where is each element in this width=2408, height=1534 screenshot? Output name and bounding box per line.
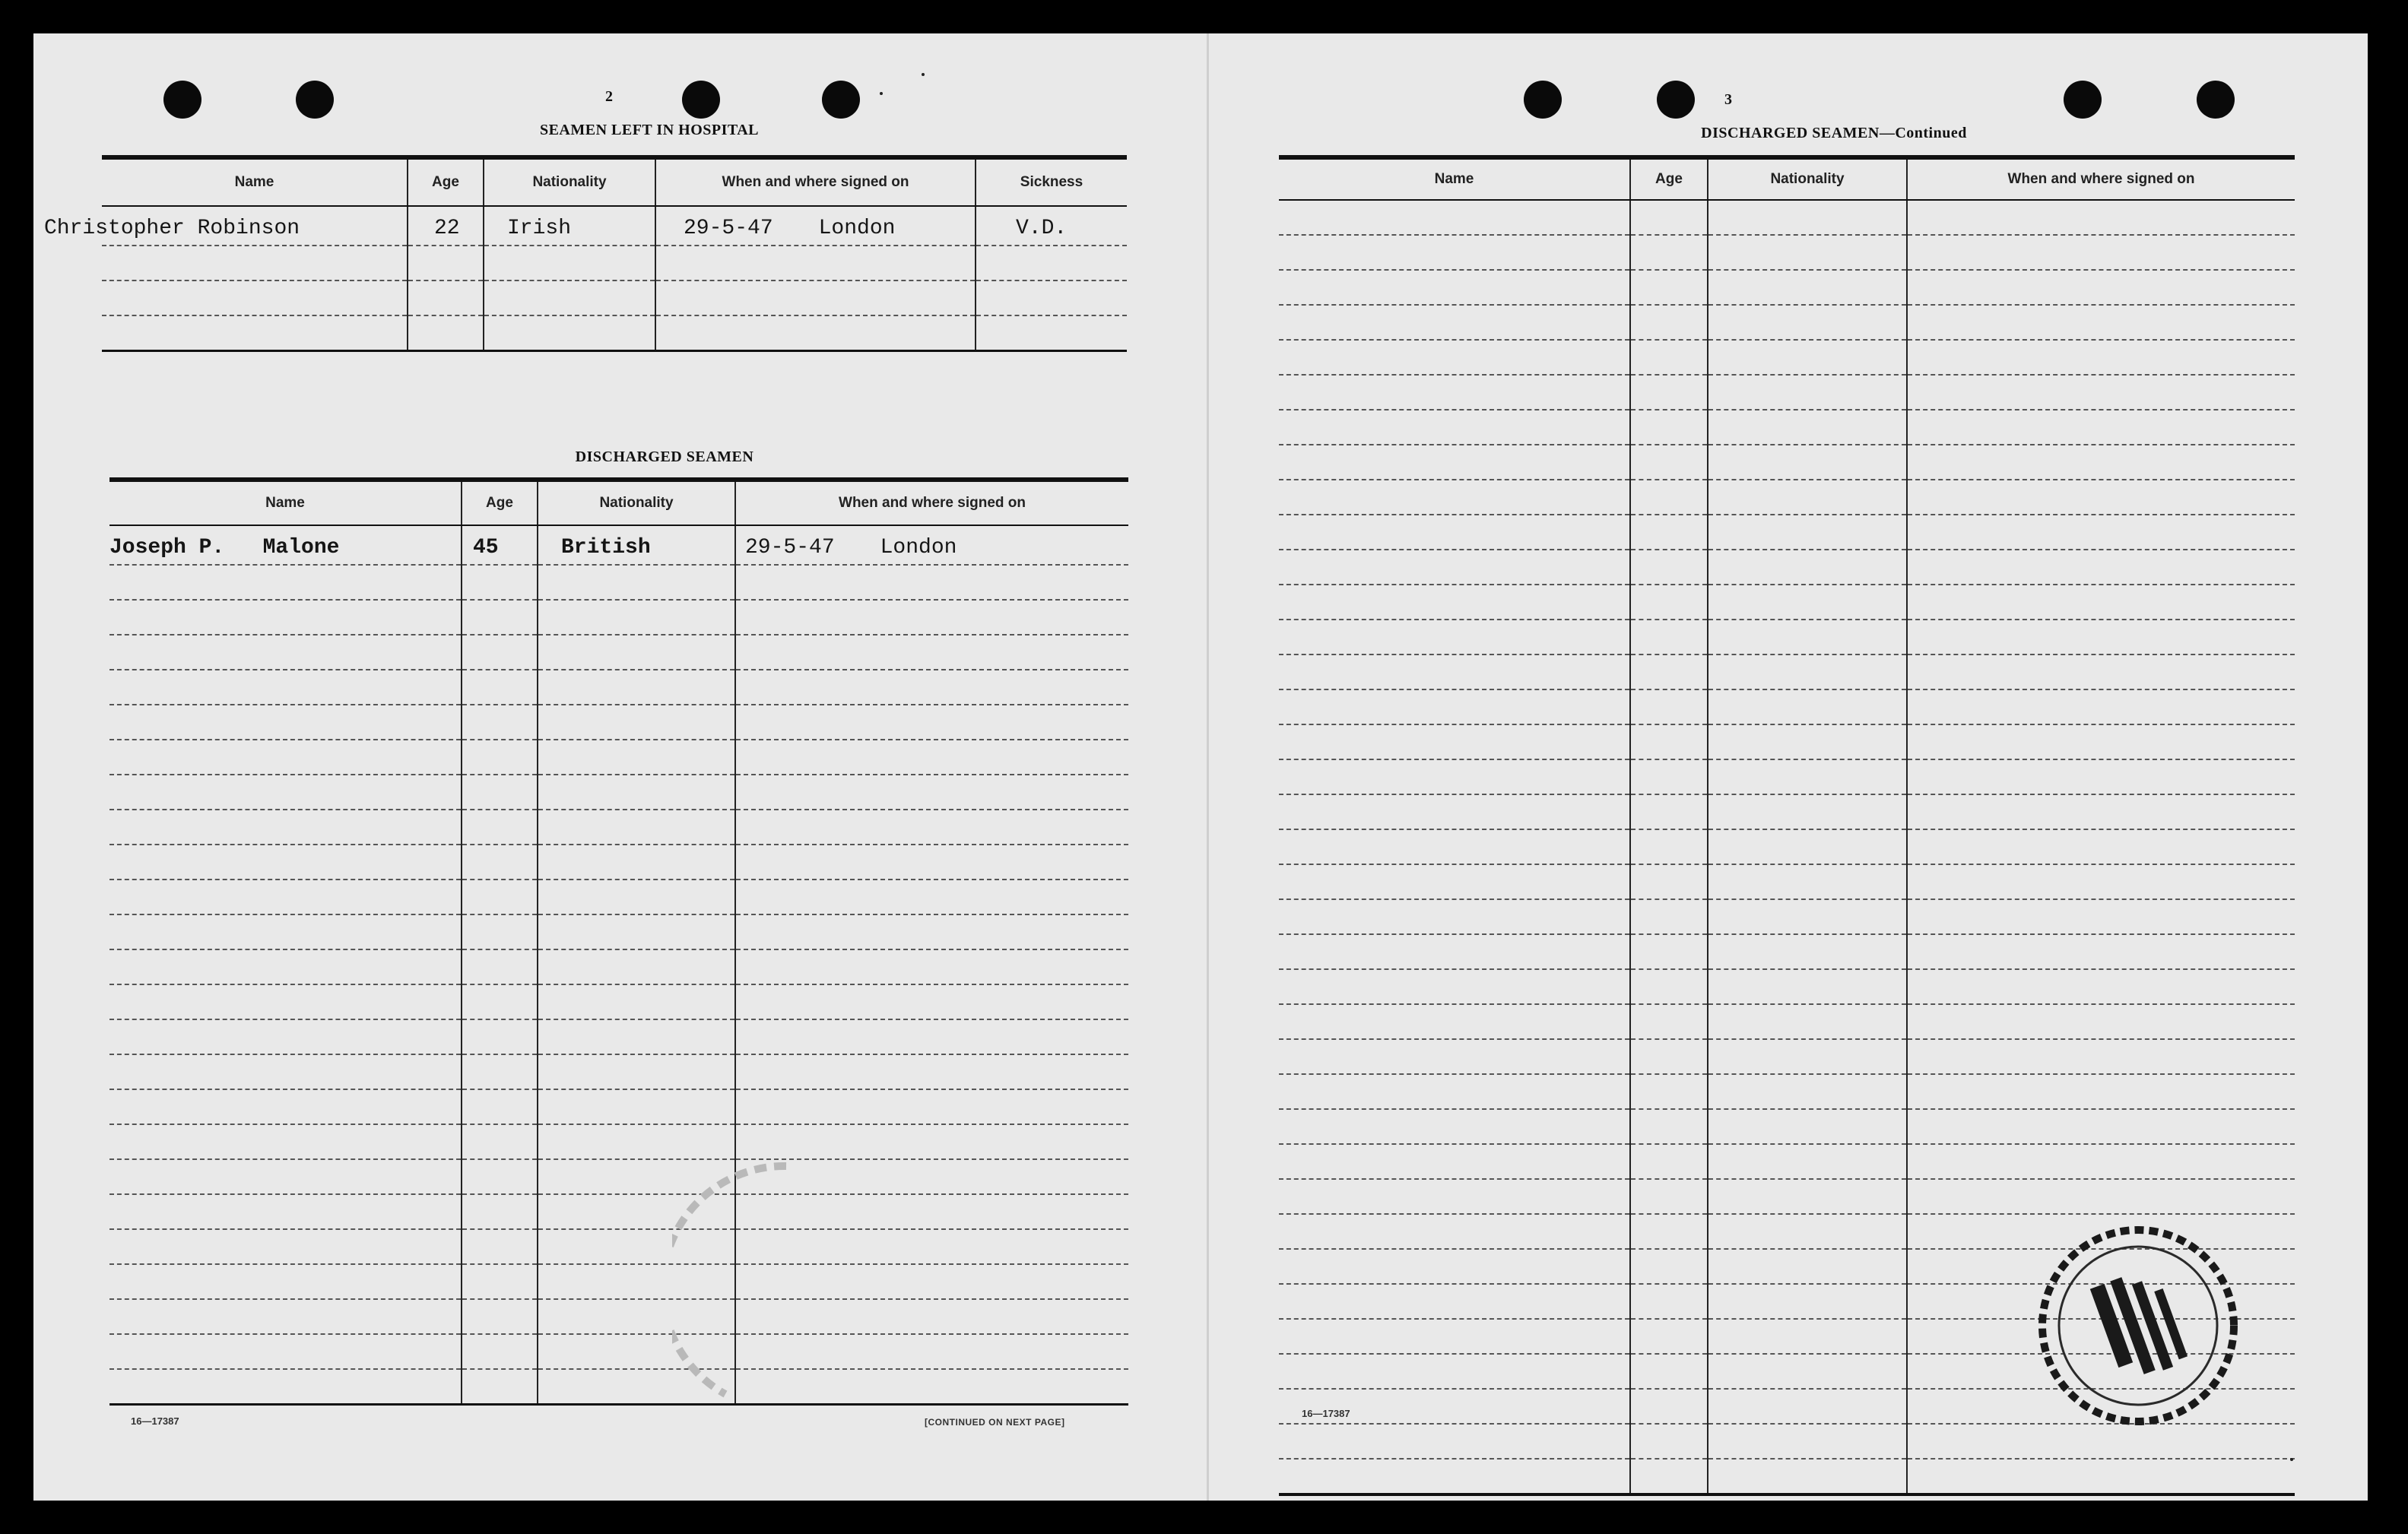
table-row: [109, 670, 1128, 705]
table-row: [1279, 654, 2295, 689]
table-row: [109, 1369, 1128, 1405]
column-header-age: Age: [462, 480, 538, 525]
page-number: 2: [605, 88, 613, 105]
table-row: [1279, 340, 2295, 375]
column-header-name: Name: [109, 480, 462, 525]
patient-age: 22: [434, 217, 460, 240]
column-header-sickness: Sickness: [976, 157, 1127, 206]
discharged-nationality: British: [561, 536, 651, 559]
table-row: [1279, 1459, 2295, 1494]
table-row: [1279, 620, 2295, 654]
table-row: [109, 525, 1128, 565]
table-row: [109, 565, 1128, 600]
table-row: [1279, 794, 2295, 829]
official-stamp: [2024, 1212, 2252, 1440]
table-row: [102, 315, 1127, 351]
signed-on-place: London: [818, 217, 896, 240]
speck: [922, 73, 925, 76]
table-row: [1279, 235, 2295, 270]
table-row: [102, 206, 1127, 246]
table-row: [109, 600, 1128, 635]
sickness: V.D.: [1016, 217, 1068, 240]
form-code: 16—17387: [1302, 1408, 1350, 1419]
discharged-name: Joseph P. Malone: [109, 536, 340, 559]
table-row: [1279, 864, 2295, 899]
table-row: [1279, 585, 2295, 620]
punch-hole: [822, 81, 860, 119]
table-row: [109, 1124, 1128, 1159]
table-row: [109, 775, 1128, 810]
table-row: [109, 1089, 1128, 1124]
title-suffix: —Continued: [1879, 125, 1967, 141]
column-header-nationality: Nationality: [484, 157, 655, 206]
column-header-name: Name: [102, 157, 408, 206]
column-header-age: Age: [408, 157, 484, 206]
table-row: [1279, 515, 2295, 550]
table-row: [1279, 969, 2295, 1004]
discharged-signed-on-place: London: [880, 536, 957, 559]
table-row: [109, 914, 1128, 949]
column-header-signed-on: When and where signed on: [735, 480, 1128, 525]
table-row: [1279, 1004, 2295, 1039]
table-row: [1279, 1109, 2295, 1144]
table-row: [109, 1299, 1128, 1334]
continued-note: [CONTINUED ON NEXT PAGE]: [925, 1417, 1065, 1428]
table-row: [109, 1019, 1128, 1054]
table-row: [1279, 480, 2295, 515]
punch-hole: [2197, 81, 2235, 119]
table-row: [109, 1194, 1128, 1229]
table-row: [109, 1264, 1128, 1299]
column-header-signed-on: When and where signed on: [1907, 157, 2295, 200]
table-row: [109, 740, 1128, 775]
table-row: [1279, 1074, 2295, 1109]
discharged-continued-title: [1629, 125, 2039, 142]
table-row: [109, 705, 1128, 740]
table-row: [1279, 270, 2295, 305]
table-row: [109, 949, 1128, 984]
table-row: [1279, 759, 2295, 794]
page-number: 3: [1724, 91, 1732, 108]
table-row: [102, 246, 1127, 280]
table-row: [1279, 899, 2295, 934]
column-header-nationality: Nationality: [538, 480, 735, 525]
table-row: [1279, 1179, 2295, 1214]
form-code: 16—17387: [131, 1415, 179, 1427]
document-spread: [33, 33, 2368, 1501]
discharged-section-title: DISCHARGED SEAMEN: [575, 448, 754, 465]
table-row: [1279, 375, 2295, 410]
punch-hole: [163, 81, 201, 119]
speck: [880, 92, 883, 95]
table-row: [109, 810, 1128, 845]
punch-hole: [1657, 81, 1695, 119]
table-row: [109, 1054, 1128, 1089]
discharged-age: 45: [473, 536, 499, 559]
signed-on-date: 29-5-47: [684, 217, 773, 240]
faded-stamp: [672, 1151, 900, 1425]
table-row: [109, 880, 1128, 914]
speck: [2290, 1458, 2293, 1461]
hospital-table: [44, 155, 1127, 352]
table-row: [109, 1229, 1128, 1264]
column-header-nationality: Nationality: [1708, 157, 1907, 200]
table-row: [1279, 445, 2295, 480]
right-page: [1210, 33, 2368, 1501]
patient-nationality: Irish: [507, 217, 572, 240]
table-row: [109, 635, 1128, 670]
table-row: [1279, 305, 2295, 340]
table-row: [1279, 829, 2295, 864]
table-row: [109, 1334, 1128, 1369]
column-header-name: Name: [1279, 157, 1630, 200]
table-row: [109, 984, 1128, 1019]
table-row: [1279, 934, 2295, 969]
title-main: DISCHARGED SEAMEN: [1701, 125, 1880, 141]
discharged-table: [109, 477, 1128, 1406]
column-header-signed-on: When and where signed on: [655, 157, 976, 206]
table-row: [1279, 1039, 2295, 1074]
table-row: [1279, 724, 2295, 759]
punch-hole: [2064, 81, 2102, 119]
left-page: [33, 33, 1208, 1501]
table-row: [109, 845, 1128, 880]
table-row: [1279, 689, 2295, 724]
punch-hole: [682, 81, 720, 119]
table-row: [1279, 1144, 2295, 1179]
punch-hole: [1524, 81, 1562, 119]
patient-name: Christopher Robinson: [44, 217, 300, 240]
table-row: [102, 280, 1127, 315]
table-row: [1279, 200, 2295, 235]
punch-hole: [296, 81, 334, 119]
hospital-section-title: SEAMEN LEFT IN HOSPITAL: [539, 122, 760, 138]
table-row: [109, 1159, 1128, 1194]
column-header-age: Age: [1630, 157, 1708, 200]
discharged-signed-on-date: 29-5-47: [745, 536, 835, 559]
table-row: [1279, 550, 2295, 585]
table-row: [1279, 410, 2295, 445]
